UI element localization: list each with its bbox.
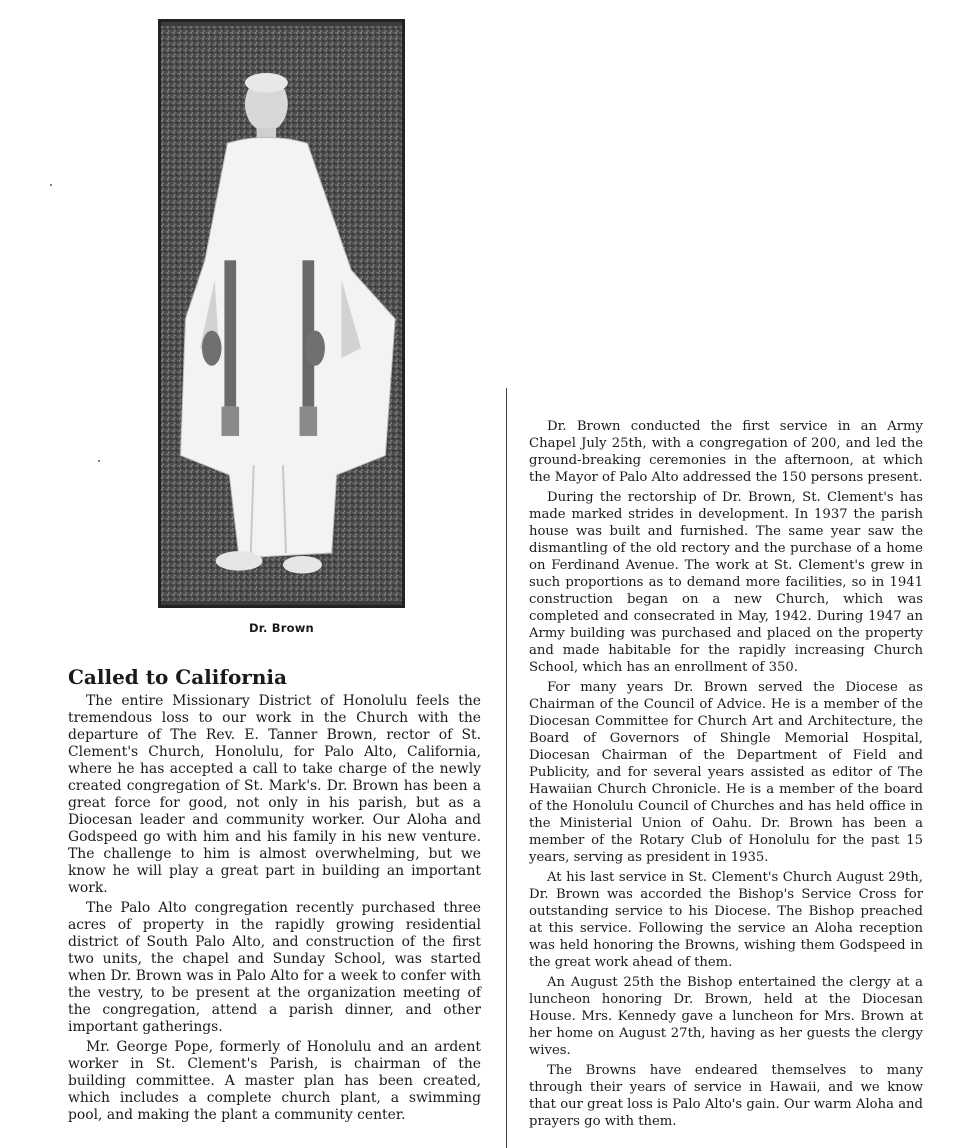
paragraph: The Palo Alto congregation recently purchased three acres of property in the rapidly growing residential district of South Palo Alto, and construction of the first two units, the chapel and Sunday School, was started when Dr. Brown was in Palo Alto for a week to confer with the vestry, to be present at the organization meeting of the congregation, attend a parish dinner, and other important gatherings. xyxy=(68,900,481,1035)
column-divider xyxy=(506,388,507,1148)
paragraph: An August 25th the Bishop entertained the clergy at a luncheon honoring Dr. Brown, held at the Diocesan House. Mrs. Kennedy gave a luncheon for Mrs. Brown at her home on August 27th, having as her guests the clergy wives. xyxy=(529,975,923,1058)
article-heading: Called to California xyxy=(68,665,287,689)
paragraph: Mr. George Pope, formerly of Honolulu and an ardent worker in St. Clement's Parish, is chairman of the building committee. A master plan has been created, which includes a complete church plant, a swimming pool, and making the plant a community center. xyxy=(68,1039,481,1123)
paragraph: At his last service in St. Clement's Church August 29th, Dr. Brown was accorded the Bishop's Service Cross for outstanding service to his Diocese. The Bishop preached at this service. Following the service an Aloha reception was held honoring the Browns, wishing them Godspeed in the great work ahead of them. xyxy=(529,870,923,970)
right-column xyxy=(529,418,923,1133)
print-speck xyxy=(50,184,52,186)
photo-caption: Dr. Brown xyxy=(249,621,314,635)
paragraph: The entire Missionary District of Honolulu feels the tremendous loss to our work in the Church with the departure of The Rev. E. Tanner Brown, rector of St. Clement's Church, Honolulu, for Palo Alto, California, where he has accepted a call to take charge of the newly created congregation of St. Mark's. Dr. Brown has been a great force for good, not only in his parish, but as a Diocesan leader and community worker. Our Aloha and Godspeed go with him and his family in his new venture. The challenge to him is almost overwhelming, but we know he will play a great part in building an important work. xyxy=(68,693,481,896)
paragraph: The Browns have endeared themselves to many through their years of service in Hawaii, and we know that our great loss is Palo Alto's gain. Our warm Aloha and prayers go with them. xyxy=(529,1063,923,1129)
paragraph: During the rectorship of Dr. Brown, St. Clement's has made marked strides in development. In 1937 the parish house was built and furnished. The same year saw the dismantling of the old rectory and the purchase of a home on Ferdinand Avenue. The work at St. Clement's grew in such proportions as to demand more facilities, so in 1941 construction began on a new Church, which was completed and consecrated in May, 1942. During 1947 an Army building was purchased and placed on the property and made habitable for the rapidly increasing Church School, which has an enrollment of 350. xyxy=(529,490,923,675)
left-column xyxy=(68,693,481,1127)
paragraph: For many years Dr. Brown served the Diocese as Chairman of the Council of Advice. He is a member of the Diocesan Committee for Church Art and Architecture, the Board of Governors of Shingle Memorial Hospital, Diocesan Chairman of the Department of Field and Publicity, and for several years assisted as editor of The Hawaiian Church Chronicle. He is a member of the board of the Honolulu Council of Churches and has held office in the Ministerial Union of Oahu. Dr. Brown has been a member of the Rotary Club of Honolulu for the past 15 years, serving as president in 1935. xyxy=(529,680,923,865)
paragraph: Dr. Brown conducted the first service in an Army Chapel July 25th, with a congregation of 200, and led the ground-breaking ceremonies in the afternoon, at which the Mayor of Palo Alto addressed the 150 persons present. xyxy=(529,419,923,485)
portrait-photo xyxy=(158,19,405,608)
portrait-illustration xyxy=(161,22,402,605)
print-speck xyxy=(98,460,100,462)
